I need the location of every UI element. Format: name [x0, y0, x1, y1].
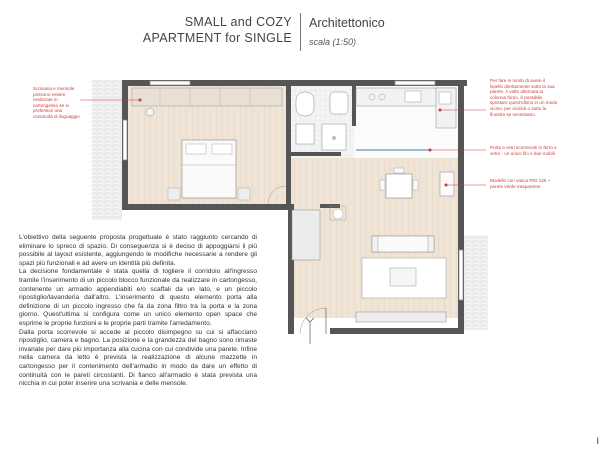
dining-chair-left	[380, 180, 385, 190]
tv-cabinet	[356, 312, 446, 322]
toilet	[296, 92, 314, 116]
description-paragraph-2: La decisione fondamentale è stata quella di togliere il corridoio all'ingresso tramite l'inserimento di un piccolo blocco funzionale da realizzare in cartongesso, contenente un armadio appendiabiti e/o scaffali da un lato, e un piccolo ripostiglio/lavanderia dall'altro. L'inserimento di questo elemento porta alla definizione di un piccolo ingresso che fa da zona filtro tra la porta e la zona giorno. Quest'ultima si configura come un unico elemento open space che esprime le proprie funzioni e le proprie parti tramite l'arredamento.	[19, 268, 257, 327]
section-title: Architettonico	[309, 16, 385, 30]
description-paragraph-3: Dalla porta scorrevole si accede al piccolo disimpegno su cui si affacciano ripostiglio, camera e bagno. La posizione e la grandezza del bagno sono rimaste invariate per dare più importanza alla cucina con cui condivide una parete. Infine nella camera da letto è prevista la realizzazione di alcune mazzette in cartongesso per il contenimento dell'armadio in modo da dare un effetto di continuità con le pareti circostanti. Di fianco all'armadio è stata prevista una nicchia in cui poter inserire una scrivania e delle mensole.	[19, 328, 257, 388]
coffee-table	[390, 268, 416, 286]
sofa	[372, 236, 434, 252]
oven	[439, 92, 451, 104]
bidet	[330, 92, 348, 114]
dining-table	[386, 174, 412, 198]
scale-label: scala (1:50)	[309, 37, 357, 47]
description-paragraph-1: L'obiettivo della seguente proposta progettuale è stato raggiunto cercando di eliminare lo spreco di spazio. Di conseguenza si è deciso di appoggiarsi il più possibile al layout esistente, aggiungendo le modifiche necessarie a rendere gli spazi più funzionali e ad avere un identità più definita.	[19, 234, 257, 267]
annotation-bathroom-model: Modello con vasca RIO 125 + parete verde trasparente	[490, 178, 551, 189]
dining-chair-right	[413, 180, 418, 190]
kitchen-sink	[405, 91, 421, 102]
title-line-1: SMALL and COZY	[184, 15, 292, 29]
wardrobe-block	[132, 88, 282, 106]
balcony-right	[464, 235, 488, 330]
annotation-desk: Scrivania e mensole possono essere realizzate in cartongesso se si preferisce una continuità di linguaggio	[33, 86, 80, 119]
nightstand-right	[238, 188, 250, 200]
sofa-arm-left	[372, 236, 378, 252]
desk-chair	[146, 108, 154, 116]
annotation-kitchen: Per fare in modo di avere il lavello direttamente sotto la sua parete. A volte alternata la colonna forno, è possibile spostare quest'ultimo in un modo vicino, per vicinità o sotto la finestra se necessario.	[490, 78, 558, 117]
project-description	[19, 234, 257, 389]
entrance-arrow-icon	[306, 318, 314, 322]
sofa-arm-right	[428, 236, 434, 252]
nightstand-left	[168, 188, 180, 200]
pillow-left	[186, 144, 206, 154]
page-marker: I	[596, 436, 599, 446]
title-line-2: APARTMENT for SINGLE	[142, 31, 292, 45]
balcony-left	[92, 80, 122, 220]
shower-drain	[332, 136, 336, 140]
storage-block	[292, 210, 320, 260]
pillow-right	[212, 144, 232, 154]
dining-chair-top	[394, 168, 404, 173]
washing-machine	[333, 209, 343, 219]
washbasin	[296, 124, 314, 144]
annotation-glass-door: Porta a vetri scorrevole in ferro e vetro - un unico filo e due mobili	[490, 145, 557, 156]
